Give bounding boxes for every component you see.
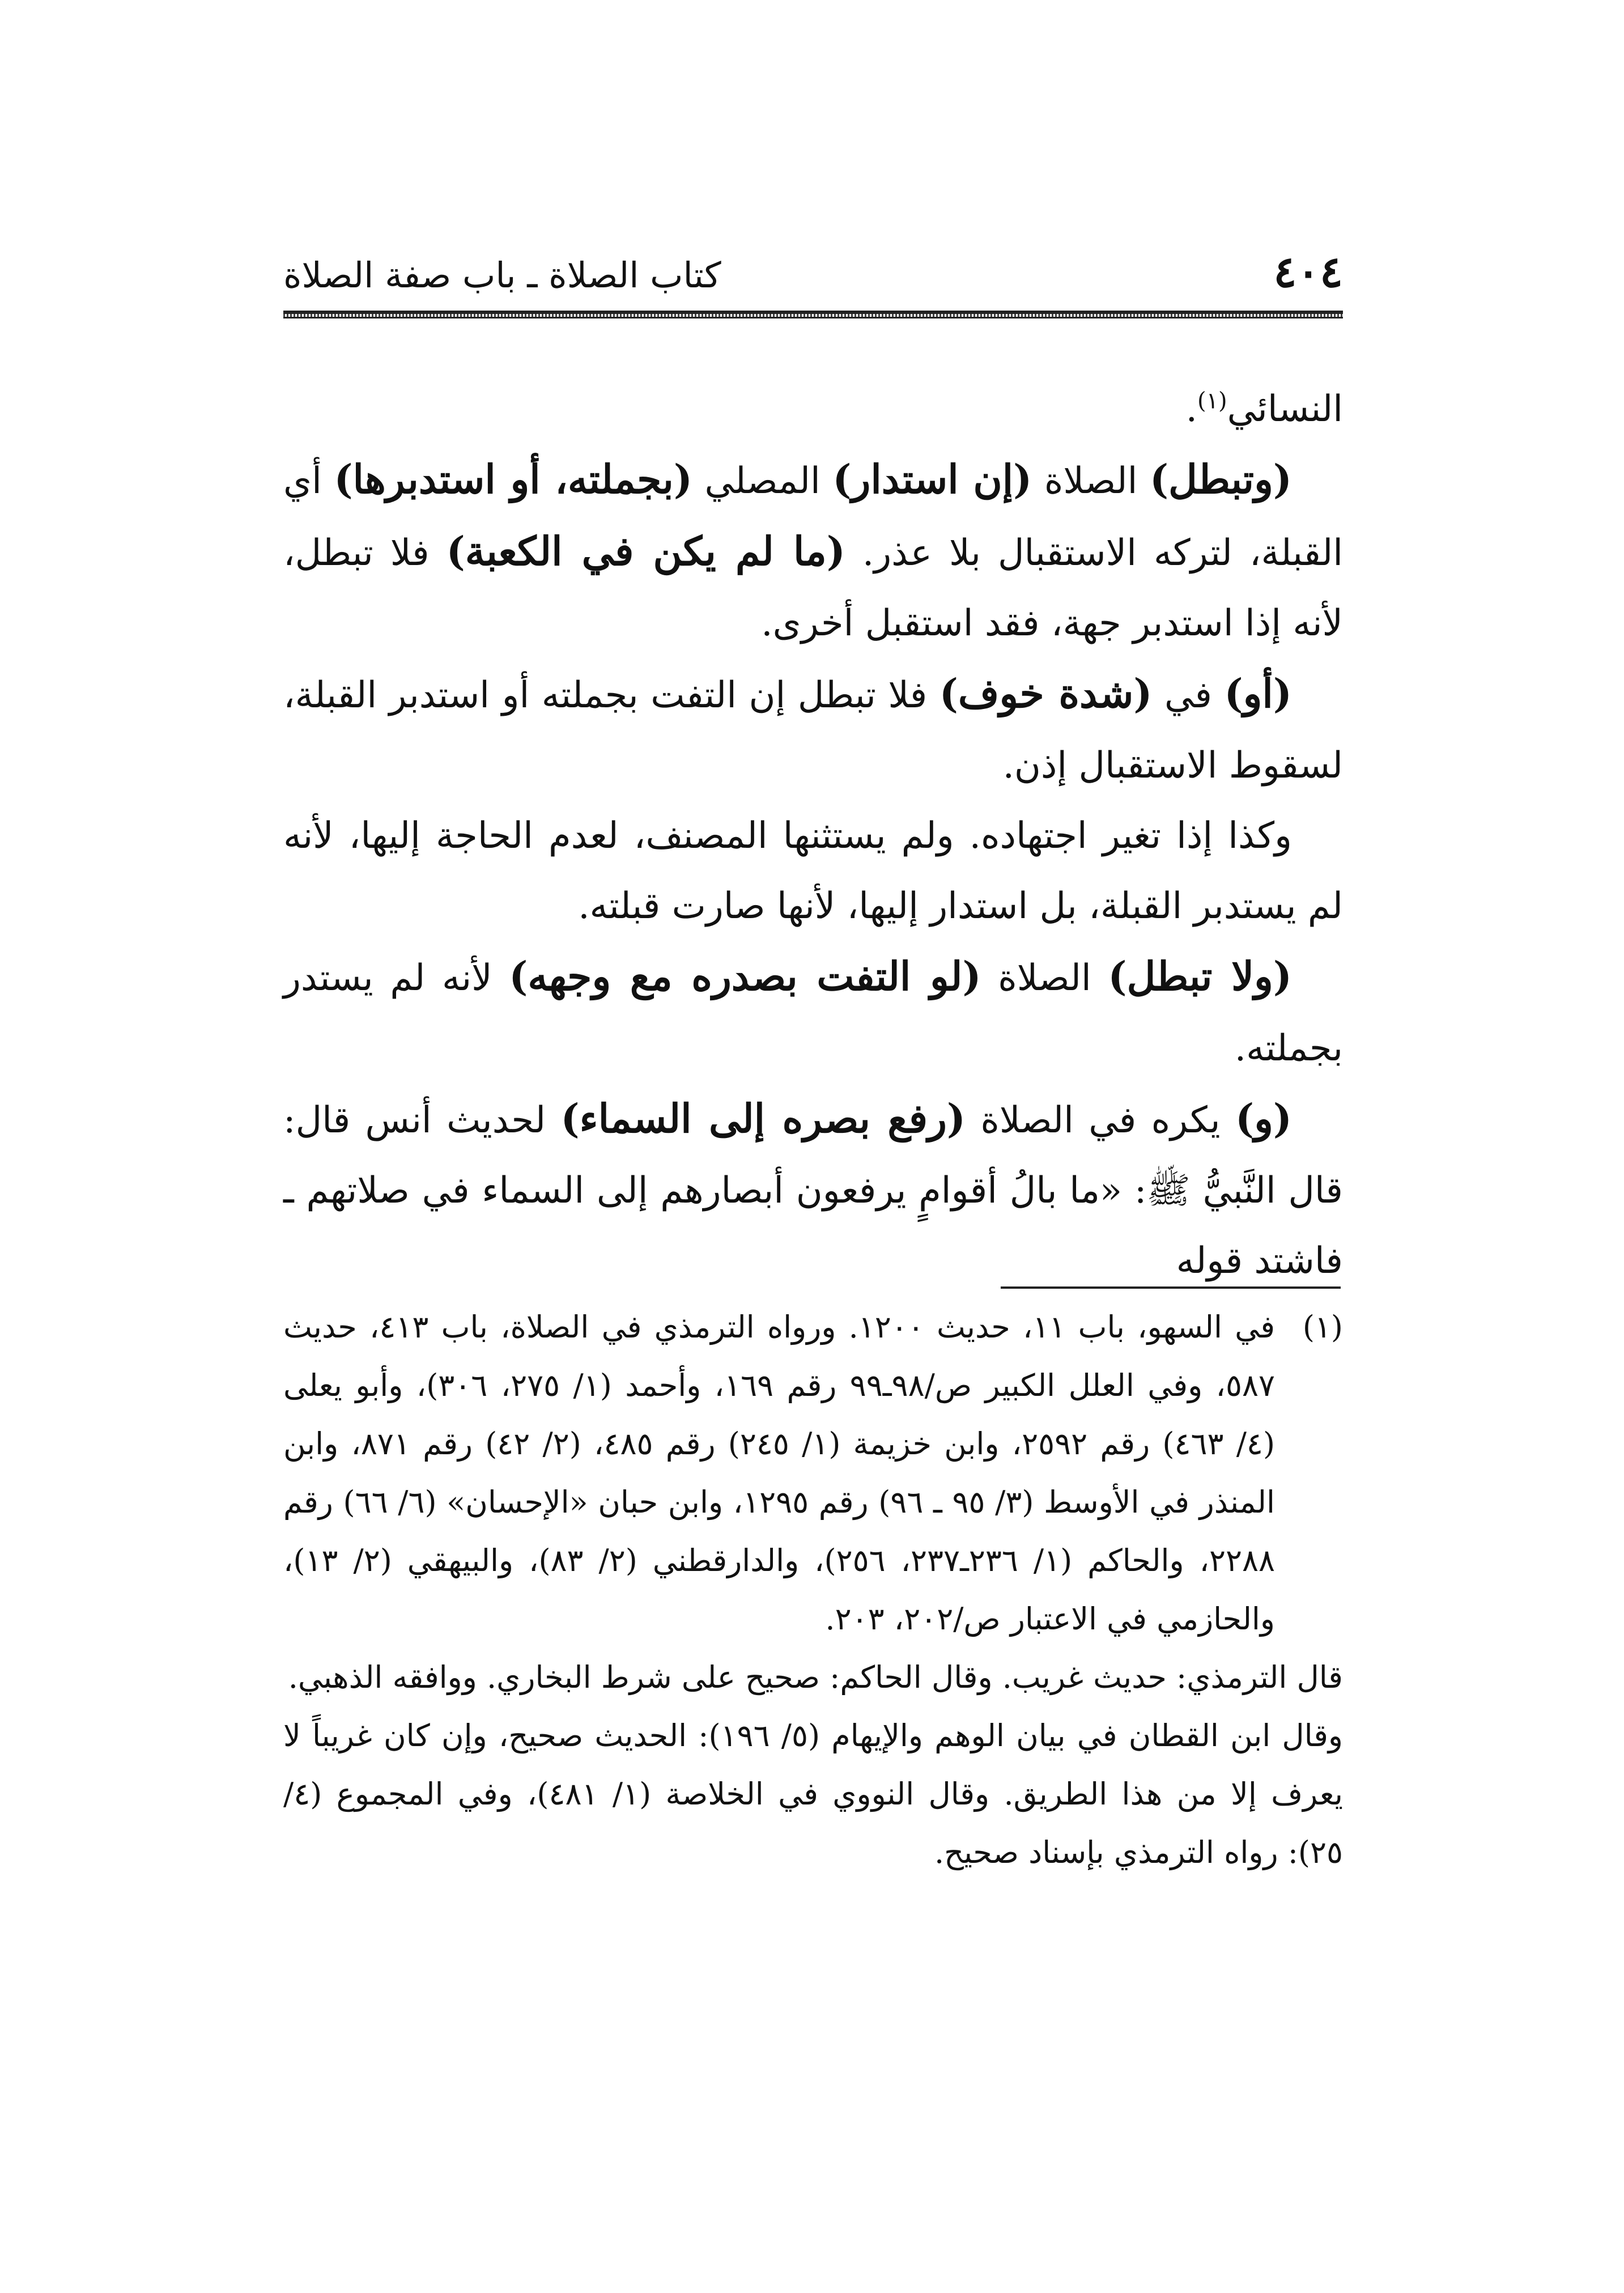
footnote-rule bbox=[1001, 1286, 1341, 1289]
commentary-text: لحديث أنس قال: قال النَّبيُّ ﷺ: «ما بالُ أقوامٍ يرفعون أبصارهم إلى السماء في صلاتهم ـ فاشتد قوله bbox=[283, 1099, 1343, 1282]
paragraph-4: وكذا إذا تغير اجتهاده. ولم يستثنها المصنف، لعدم الحاجة إليها، لأنه لم يستدبر القبلة، بل استدار إليها، لأنها صارت قبلته. bbox=[283, 815, 1343, 927]
bold-matn-text: (إن استدار) bbox=[832, 456, 1032, 503]
page-header bbox=[283, 244, 1343, 312]
paragraph-5 bbox=[283, 941, 1343, 1084]
commentary-text: فلا تبطل، لأنه إذا استدبر جهة، فقد استقبل أخرى. bbox=[283, 532, 1343, 644]
paragraph-6 bbox=[283, 1084, 1343, 1296]
running-title: كتاب الصلاة ـ باب صفة الصلاة bbox=[283, 254, 721, 296]
commentary-text: في bbox=[1152, 674, 1225, 716]
bold-matn-text: (شدة خوف) bbox=[939, 670, 1153, 717]
paragraph-3 bbox=[283, 659, 1343, 801]
bold-matn-text: (أو) bbox=[1224, 670, 1292, 717]
bold-matn-text: (لو التفت بصدره مع وجهه) bbox=[509, 953, 981, 1000]
footnotes bbox=[283, 1298, 1343, 1882]
commentary-text: أي القبلة، لتركه الاستقبال بلا عذر. bbox=[283, 460, 1344, 574]
footnote-number: (١) bbox=[1302, 1309, 1343, 1345]
page-number: ٤٠٤ bbox=[1273, 247, 1343, 297]
bold-matn-text: (رفع بصره إلى السماء) bbox=[560, 1095, 966, 1142]
commentary-text: يكره في الصلاة bbox=[966, 1099, 1235, 1141]
bold-matn-text: (بجملته، أو استدبرها) bbox=[334, 456, 692, 503]
paragraph-1-text: النسائي bbox=[1227, 388, 1343, 430]
main-text bbox=[283, 374, 1343, 1296]
bold-matn-text: (ولا تبطل) bbox=[1108, 953, 1292, 1000]
paragraph-1 bbox=[283, 374, 1343, 444]
paragraph-2 bbox=[283, 444, 1343, 659]
bold-matn-text: (ما لم يكن في الكعبة) bbox=[446, 528, 845, 575]
footnote-1-paragraph-2: قال الترمذي: حديث غريب. وقال الحاكم: صحيح على شرط البخاري. ووافقه الذهبي. bbox=[288, 1659, 1343, 1695]
commentary-text: المصلي bbox=[692, 460, 833, 502]
commentary-text: فلا تبطل إن التفت بجملته أو استدبر القبلة، لسقوط الاستقبال إذن. bbox=[283, 674, 1343, 787]
header-rule bbox=[283, 311, 1343, 319]
commentary-text: لأنه لم يستدر بجملته. bbox=[283, 957, 1343, 1069]
commentary-text: الصلاة bbox=[981, 957, 1108, 999]
commentary-text: الصلاة bbox=[1032, 460, 1150, 502]
bold-matn-text: (و) bbox=[1235, 1095, 1293, 1142]
footnote-1-paragraph-3: وقال ابن القطان في بيان الوهم والإيهام (٥/ ١٩٦): الحديث صحيح، وإن كان غريباً لا يعرف إلا من هذا الطريق. وقال النووي في الخلاصة (١/ ٤٨١)، وفي المجموع (٤/ ٢٥): رواه الترمذي بإسناد صحيح. bbox=[283, 1718, 1344, 1870]
paragraph-1-end: . bbox=[1185, 388, 1197, 430]
bold-matn-text: (وتبطل) bbox=[1149, 456, 1293, 503]
footnote-ref-1[interactable]: (١) bbox=[1197, 388, 1227, 414]
footnote-1 bbox=[283, 1298, 1343, 1648]
footnote-1-text: في السهو، باب ١١، حديث ١٢٠٠. ورواه الترمذي في الصلاة، باب ٤١٣، حديث ٥٨٧، وفي العلل الكبير ص/٩٨ـ٩٩ رقم ١٦٩، وأحمد (١/ ٢٧٥، ٣٠٦)، وأبو يعلى (٤/ ٤٦٣) رقم ٢٥٩٢، وابن خزيمة (١/ ٢٤٥) رقم ٤٨٥، (٢/ ٤٢) رقم ٨٧١، وابن المنذر في الأوسط (٣/ ٩٥ ـ ٩٦) رقم ١٢٩٥، وابن حبان «الإحسان» (٦/ ٦٦) رقم ٢٢٨٨، والحاكم (١/ ٢٣٦ـ٢٣٧، ٢٥٦)، والدارقطني (٢/ ٨٣)، والبيهقي (٢/ ١٣)، والحازمي في الاعتبار ص/٢٠٢، ٢٠٣. bbox=[283, 1309, 1276, 1637]
